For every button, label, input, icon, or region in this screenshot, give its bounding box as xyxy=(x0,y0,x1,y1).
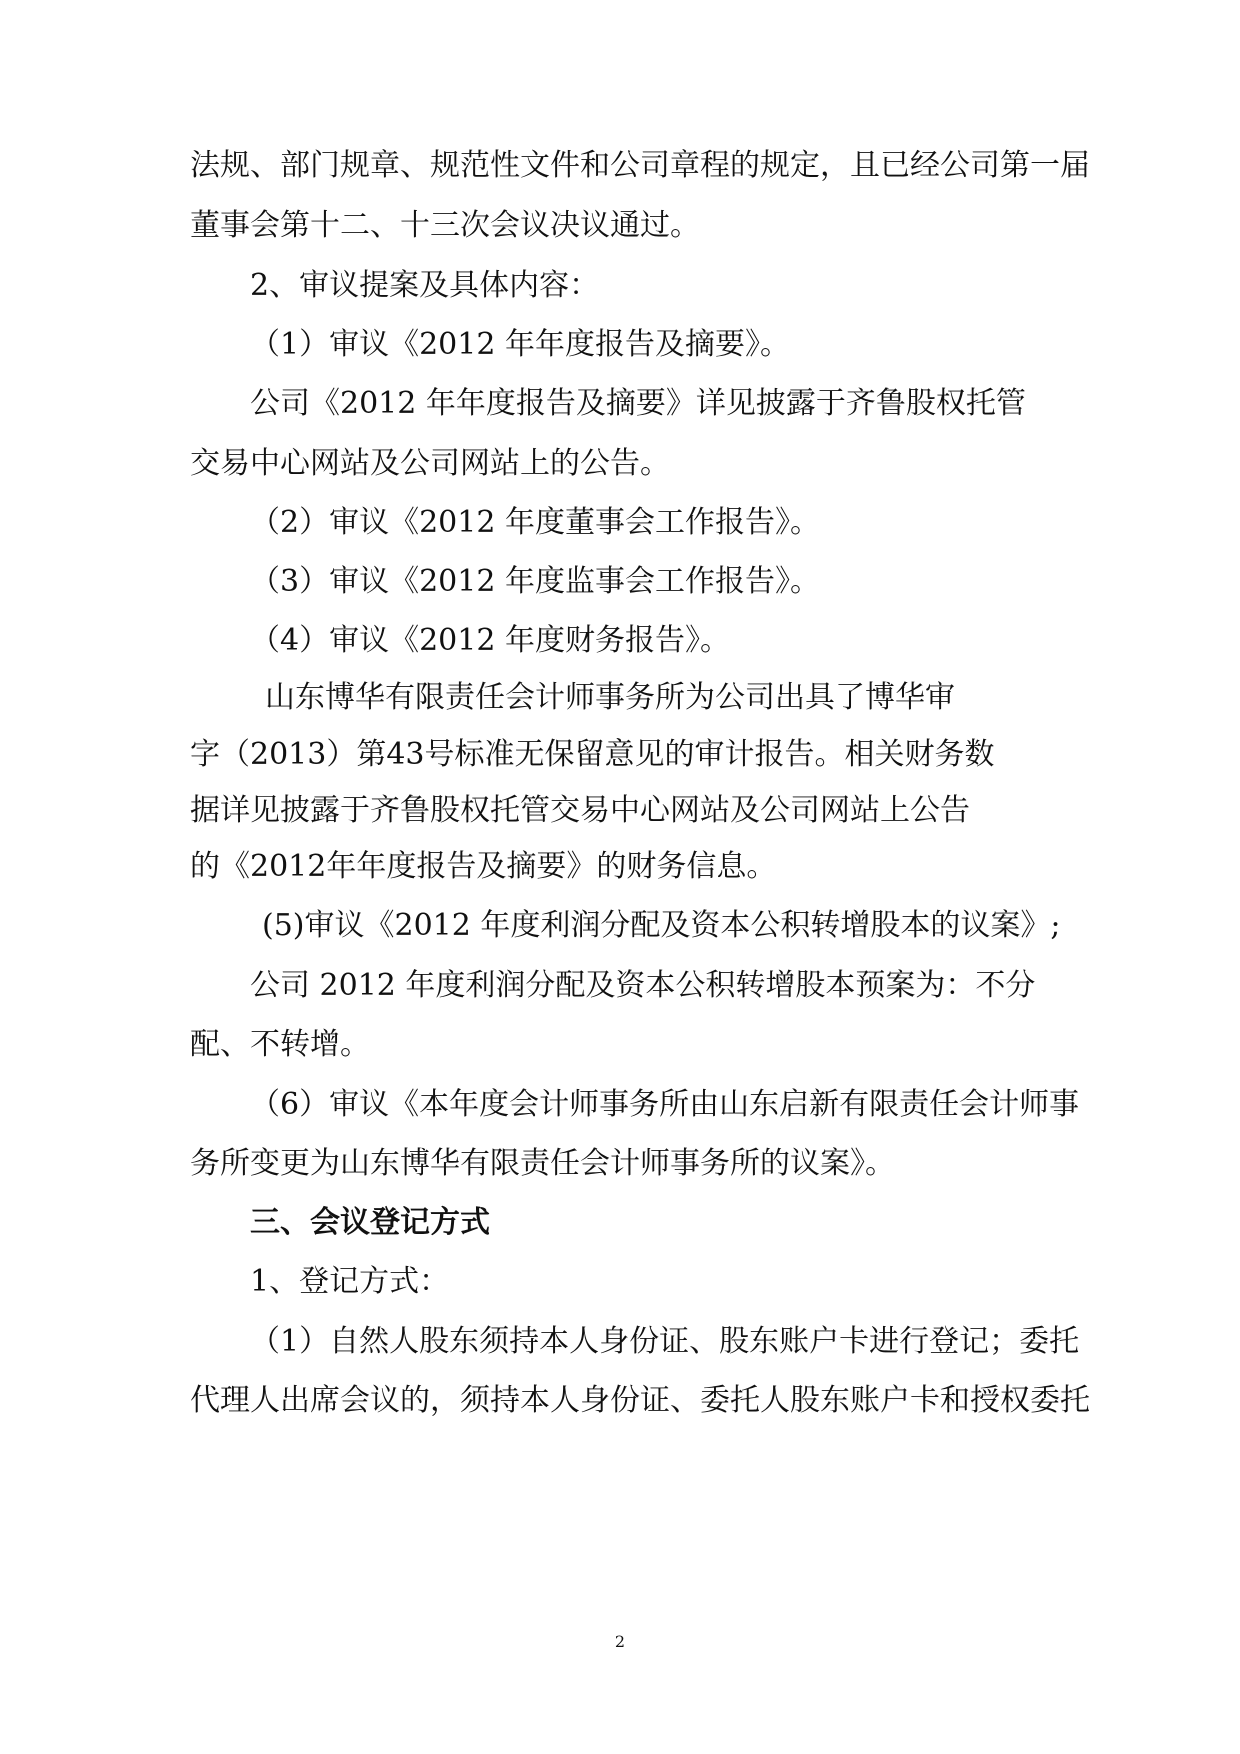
text-line-5: 公司《2012 年年度报告及摘要》详见披露于齐鲁股权托管 xyxy=(250,386,1026,421)
text-line-18: 务所变更为山东博华有限责任会计师事务所的议案》。 xyxy=(190,1146,895,1181)
text-line-6: 交易中心网站及公司网站上的公告。 xyxy=(190,446,670,481)
text-line-8: （3）审议《2012 年度监事会工作报告》。 xyxy=(250,564,820,599)
text-line-21: （1）自然人股东须持本人身份证、股东账户卡进行登记；委托 xyxy=(250,1324,1080,1359)
text-line-12: 据详见披露于齐鲁股权托管交易中心网站及公司网站上公告 xyxy=(190,793,970,828)
text-line-4: （1）审议《2012 年年度报告及摘要》。 xyxy=(250,327,790,362)
text-line-13: 的《2012年年度报告及摘要》的财务信息。 xyxy=(190,849,777,884)
section-heading: 三、会议登记方式 xyxy=(250,1205,490,1240)
text-line-16: 配、不转增。 xyxy=(190,1027,370,1062)
text-line-1: 法规、部门规章、规范性文件和公司章程的规定，且已经公司第一届 xyxy=(190,148,1090,183)
text-line-17: （6）审议《本年度会计师事务所由山东启新有限责任会计师事 xyxy=(250,1087,1080,1122)
page-number: 2 xyxy=(614,1632,626,1651)
text-line-2: 董事会第十二、十三次会议决议通过。 xyxy=(190,208,700,243)
text-line-15: 公司 2012 年度利润分配及资本公积转增股本预案为：不分 xyxy=(250,968,1036,1003)
text-line-3: 2、审议提案及具体内容： xyxy=(250,268,600,303)
text-line-9: （4）审议《2012 年度财务报告》。 xyxy=(250,623,730,658)
text-line-14: (5)审议《2012 年度利润分配及资本公积转增股本的议案》; xyxy=(262,908,1061,943)
text-line-11: 字（2013）第43号标准无保留意见的审计报告。相关财务数 xyxy=(190,737,995,772)
text-line-22: 代理人出席会议的，须持本人身份证、委托人股东账户卡和授权委托 xyxy=(190,1383,1090,1418)
text-line-10: 山东博华有限责任会计师事务所为公司出具了博华审 xyxy=(265,680,955,715)
text-line-7: （2）审议《2012 年度董事会工作报告》。 xyxy=(250,505,820,540)
text-line-20: 1、登记方式： xyxy=(250,1264,450,1299)
